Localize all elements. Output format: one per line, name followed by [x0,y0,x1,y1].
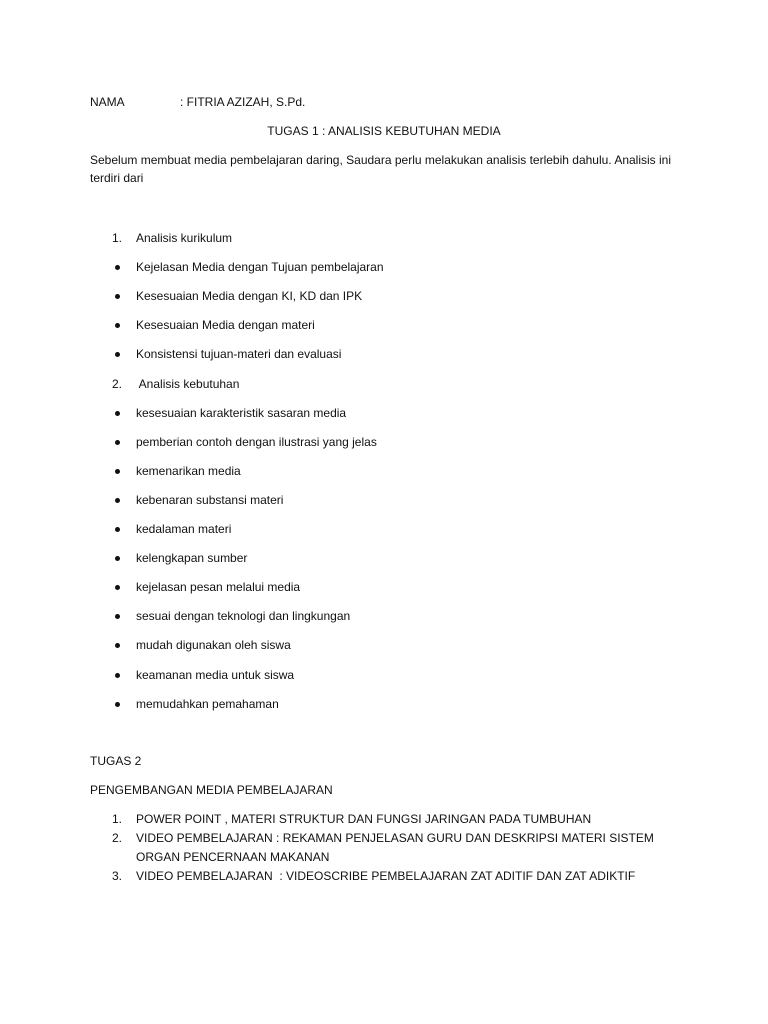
bullet-icon [115,352,120,357]
list-item-text: POWER POINT , MATERI STRUKTUR DAN FUNGSI JARINGAN PADA TUMBUHAN [136,812,592,826]
list-item-text: Kesesuaian Media dengan KI, KD dan IPK [136,289,363,304]
bullet-icon [115,294,120,299]
bullet-icon [115,440,120,445]
task2-list-item [112,810,692,829]
bullet-icon [115,643,120,648]
list-item-text: kelengkapan sumber [136,551,248,566]
list-item-text: Analisis kurikulum [136,231,233,245]
list-item-text: keamanan media untuk siswa [136,667,295,682]
bullet-icon [115,411,120,416]
task2-list-item [112,829,692,867]
task2-subheading: PENGEMBANGAN MEDIA PEMBELAJARAN [90,783,333,797]
bullet-icon [115,265,120,270]
name-value: : FITRIA AZIZAH, S.Pd. [180,95,306,109]
task1-title: TUGAS 1 : ANALISIS KEBUTUHAN MEDIA [267,124,501,138]
list-item-text: Konsistensi tujuan-materi dan evaluasi [136,347,342,362]
bullet-icon [115,556,120,561]
list-number: 2. [112,376,123,391]
bullet-icon [115,673,120,678]
name-row [90,94,305,110]
bullet-icon [115,702,120,707]
bullet-icon [115,469,120,474]
list-number: 2. [112,831,123,845]
list-item-text: Kejelasan Media dengan Tujuan pembelajaran [136,260,384,275]
bullet-icon [115,527,120,532]
list-item-text: kesesuaian karakteristik sasaran media [136,405,347,420]
list-item-text: pemberian contoh dengan ilustrasi yang jelas [136,434,377,449]
list-item-text: kejelasan pesan melalui media [136,580,301,595]
list-item-text: kebenaran substansi materi [136,492,284,507]
list-item-text: memudahkan pemahaman [136,696,279,711]
list-item-text: sesuai dengan teknologi dan lingkungan [136,609,351,624]
list-item-text: mudah digunakan oleh siswa [136,638,291,653]
list-number: 3. [112,869,123,883]
list-item-text: VIDEO PEMBELAJARAN : REKAMAN PENJELASAN GURU DAN DESKRIPSI MATERI SISTEM ORGAN PENCERNAAN MAKANAN [136,831,658,864]
bullet-icon [115,614,120,619]
list-item-text: Kesesuaian Media dengan materi [136,318,315,333]
task2-list-item [112,867,692,886]
task2-heading: TUGAS 2 [90,754,142,768]
list-item-text: VIDEO PEMBELAJARAN : VIDEOSCRIBE PEMBELAJARAN ZAT ADITIF DAN ZAT ADIKTIF [136,869,636,883]
list-number: 1. [112,812,123,826]
list-number: 1. [112,231,123,245]
bullet-icon [115,498,120,503]
bullet-icon [115,585,120,590]
intro-paragraph: Sebelum membuat media pembelajaran daring, Saudara perlu melakukan analisis terlebih dahulu. Analisis ini terdiri dari [90,153,672,185]
list-item-text: Analisis kebutuhan [136,376,240,391]
list-item-text: kemenarikan media [136,463,241,478]
name-label: NAMA [90,95,125,109]
list-item-text: kedalaman materi [136,522,232,536]
bullet-icon [115,323,120,328]
